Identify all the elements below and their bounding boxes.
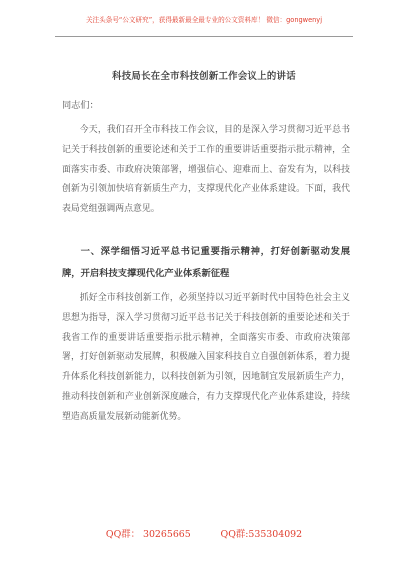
- intro-paragraph: 今天，我们召开全市科技工作会议，目的是深入学习贯彻习近平总书记关于科技创新的重要论述和关于工作的重要讲话重要指示批示精神，全面落实市委、市政府决策部署，增强信心、迎难而上、奋发有为，以科技创新为引领加快培育新质生产力，支撑现代化产业体系建设。下面，我代表局党组强调两点意见。: [62, 125, 350, 215]
- header-promo-banner: 关注头条号“公文研究”，获得最新最全最专业的公文资料库！ 微信：gongwenyj: [85, 16, 323, 24]
- header-divider: [55, 36, 353, 37]
- document-title: 科技局长在全市科技创新工作会议上的讲话: [112, 71, 296, 82]
- section-heading: 一、深学细悟习近平总书记重要指示精神，打好创新驱动发展牌，开启科技支撑现代化产业体系新征程: [62, 246, 350, 279]
- footer-contact: QQ群： 30265665 QQ群:535304092: [105, 529, 303, 540]
- salutation: 同志们：: [62, 100, 99, 111]
- body-paragraph: 抓好全市科技创新工作，必须坚持以习近平新时代中国特色社会主义思想为指导，深入学习贯彻习近平总书记关于科技创新的重要论述和关于我省工作的重要讲话重要指示批示精神，全面落实市委、市政府决策部署，打好创新驱动发展牌，积极融入国家科技自立自强创新体系，着力提升体系化科技创新能力，以科技创新为引领，因地制宜发展新质生产力，推动科技创新和产业创新深度融合，有力支撑现代化产业体系建设，持续塑造高质量发展新动能新优势。: [62, 293, 350, 422]
